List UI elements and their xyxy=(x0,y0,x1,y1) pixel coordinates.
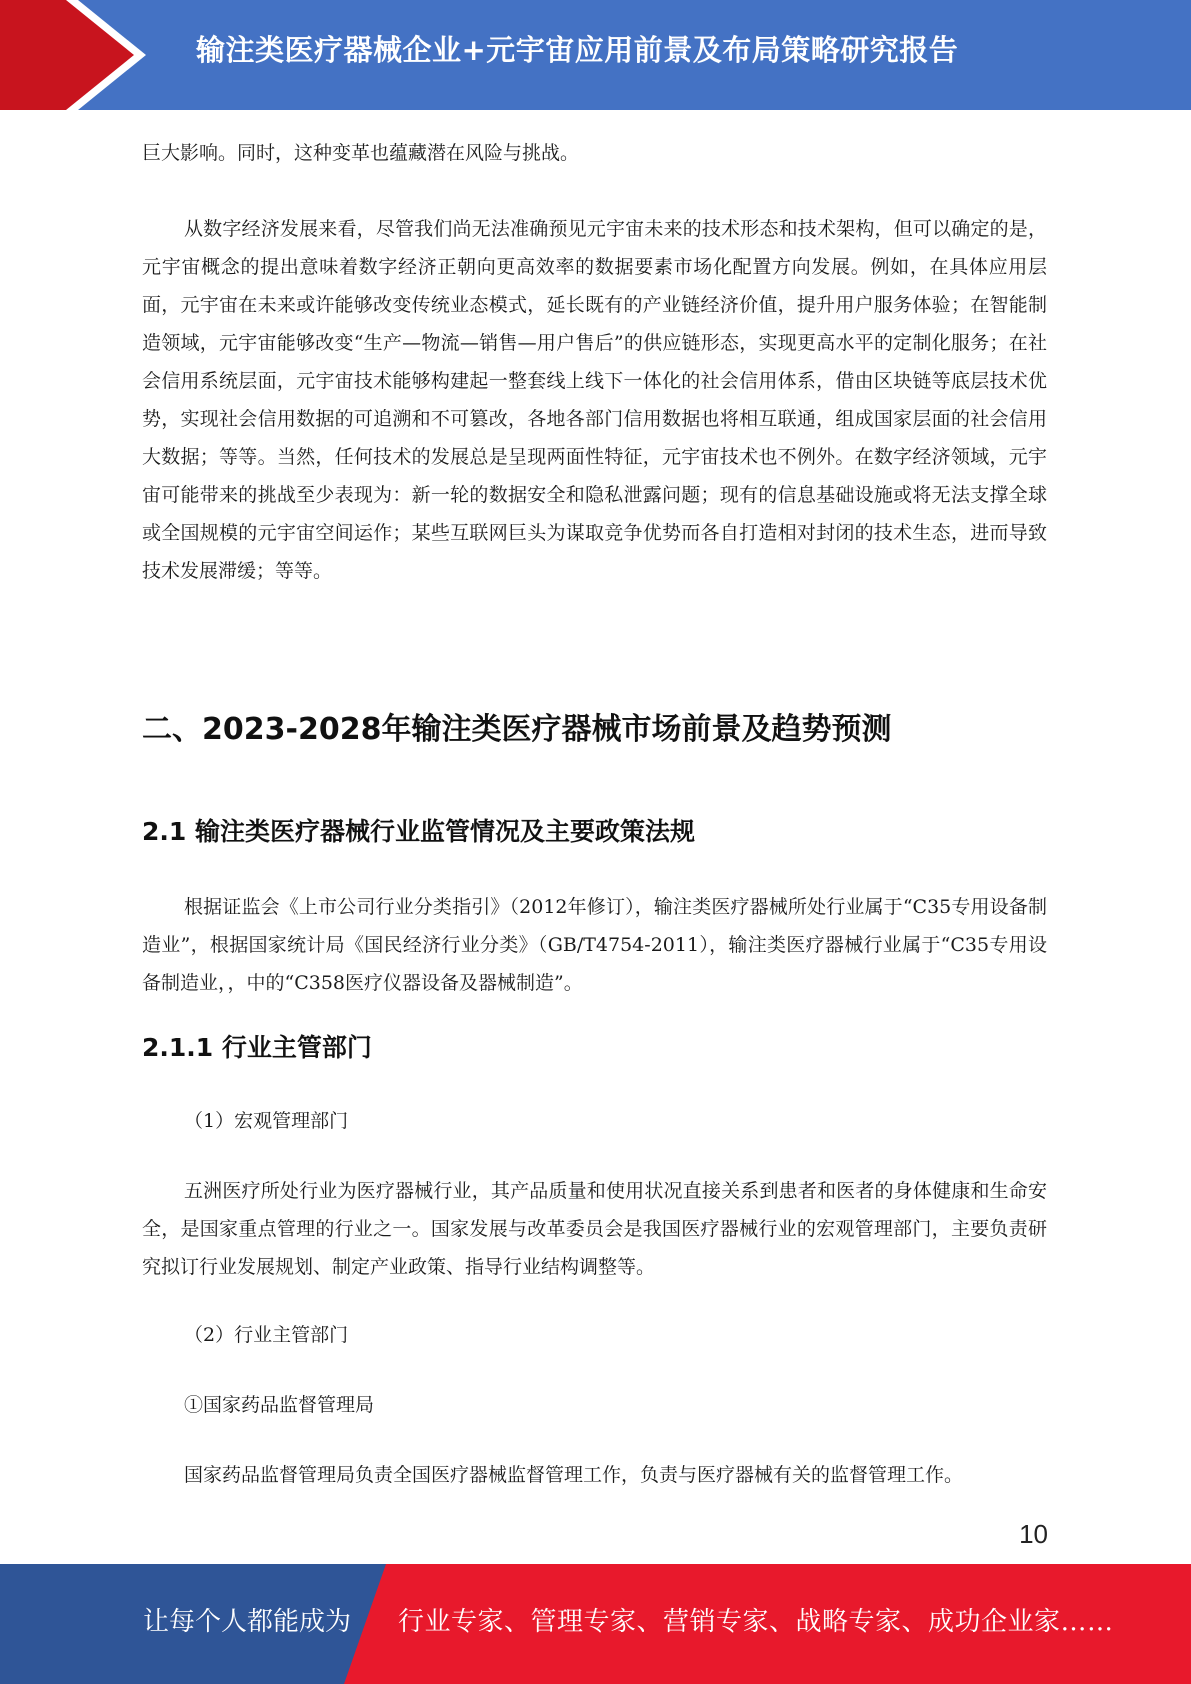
report-title: 输注类医疗器械企业+元宇宙应用前景及布局策略研究报告 xyxy=(196,33,959,67)
paragraph-digital-economy: 从数字经济发展来看，尽管我们尚无法准确预见元宇宙未来的技术形态和技术架构，但可以确定的是，元宇宙概念的提出意味着数字经济正朝向更高效率的数据要素市场化配置方向发展。例如，在具体应用层面，元宇宙在未来或许能够改变传统业态模式，延长既有的产业链经济价值，提升用户服务体验；在智能制造领域，元宇宙能够改变“生产—物流—销售—用户售后”的供应链形态，实现更高水平的定制化服务；在社会信用系统层面，元宇宙技术能够构建起一整套线上线下一体化的社会信用体系，借由区块链等底层技术优势，实现社会信用数据的可追溯和不可篡改，各地各部门信用数据也将相互联通，组成国家层面的社会信用大数据；等等。当然，任何技术的发展总是呈现两面性特征，元宇宙技术也不例外。在数字经济领域，元宇宙可能带来的挑战至少表现为：新一轮的数据安全和隐私泄露问题；现有的信息基础设施或将无法支撑全球或全国规模的元宇宙空间运作；某些互联网巨头为谋取竞争优势而各自打造相对封闭的技术生态，进而导致技术发展滞缓；等等。 xyxy=(142,218,1047,582)
list-label-nmpa: ①国家药品监督管理局 xyxy=(184,1394,375,1416)
subsection-heading-2-1-1: 2.1.1 行业主管部门 xyxy=(142,1033,372,1062)
page-header xyxy=(0,0,1191,110)
paragraph-wuzhou-medical: 五洲医疗所处行业为医疗器械行业，其产品质量和使用状况直接关系到患者和医者的身体健康和生命安全，是国家重点管理的行业之一。国家发展与改革委员会是我国医疗器械行业的宏观管理部门，主要负责研究拟订行业发展规划、制定产业政策、指导行业结构调整等。 xyxy=(142,1180,1047,1278)
header-arrow-decoration xyxy=(0,0,160,110)
page-footer xyxy=(0,1564,1191,1684)
page-number: 10 xyxy=(1019,1519,1048,1549)
list-label-macro-management: （1）宏观管理部门 xyxy=(184,1110,349,1132)
paragraph-nmpa-duties: 国家药品监督管理局负责全国医疗器械监督管理工作，负责与医疗器械有关的监督管理工作。 xyxy=(184,1464,964,1486)
section-heading-2: 二、2023-2028年输注类医疗器械市场前景及趋势预测 xyxy=(142,712,892,747)
paragraph-industry-classification: 根据证监会《上市公司行业分类指引》（2012年修订），输注类医疗器械所处行业属于“C35专用设备制造业”，根据国家统计局《国民经济行业分类》（GB/T4754-2011），输注类医疗器械行业属于“C35专用设备制造业，，中的“C358医疗仪器设备及器械制造”。 xyxy=(142,896,1047,994)
list-label-industry-authority: （2）行业主管部门 xyxy=(184,1324,349,1346)
footer-slogan-right: 行业专家、管理专家、营销专家、战略专家、成功企业家…… xyxy=(398,1607,1114,1637)
paragraph-continuation: 巨大影响。同时，这种变革也蕴藏潜在风险与挑战。 xyxy=(142,142,580,164)
subsection-heading-2-1: 2.1 输注类医疗器械行业监管情况及主要政策法规 xyxy=(142,817,695,846)
footer-slogan-left: 让每个人都能成为 xyxy=(143,1607,352,1637)
